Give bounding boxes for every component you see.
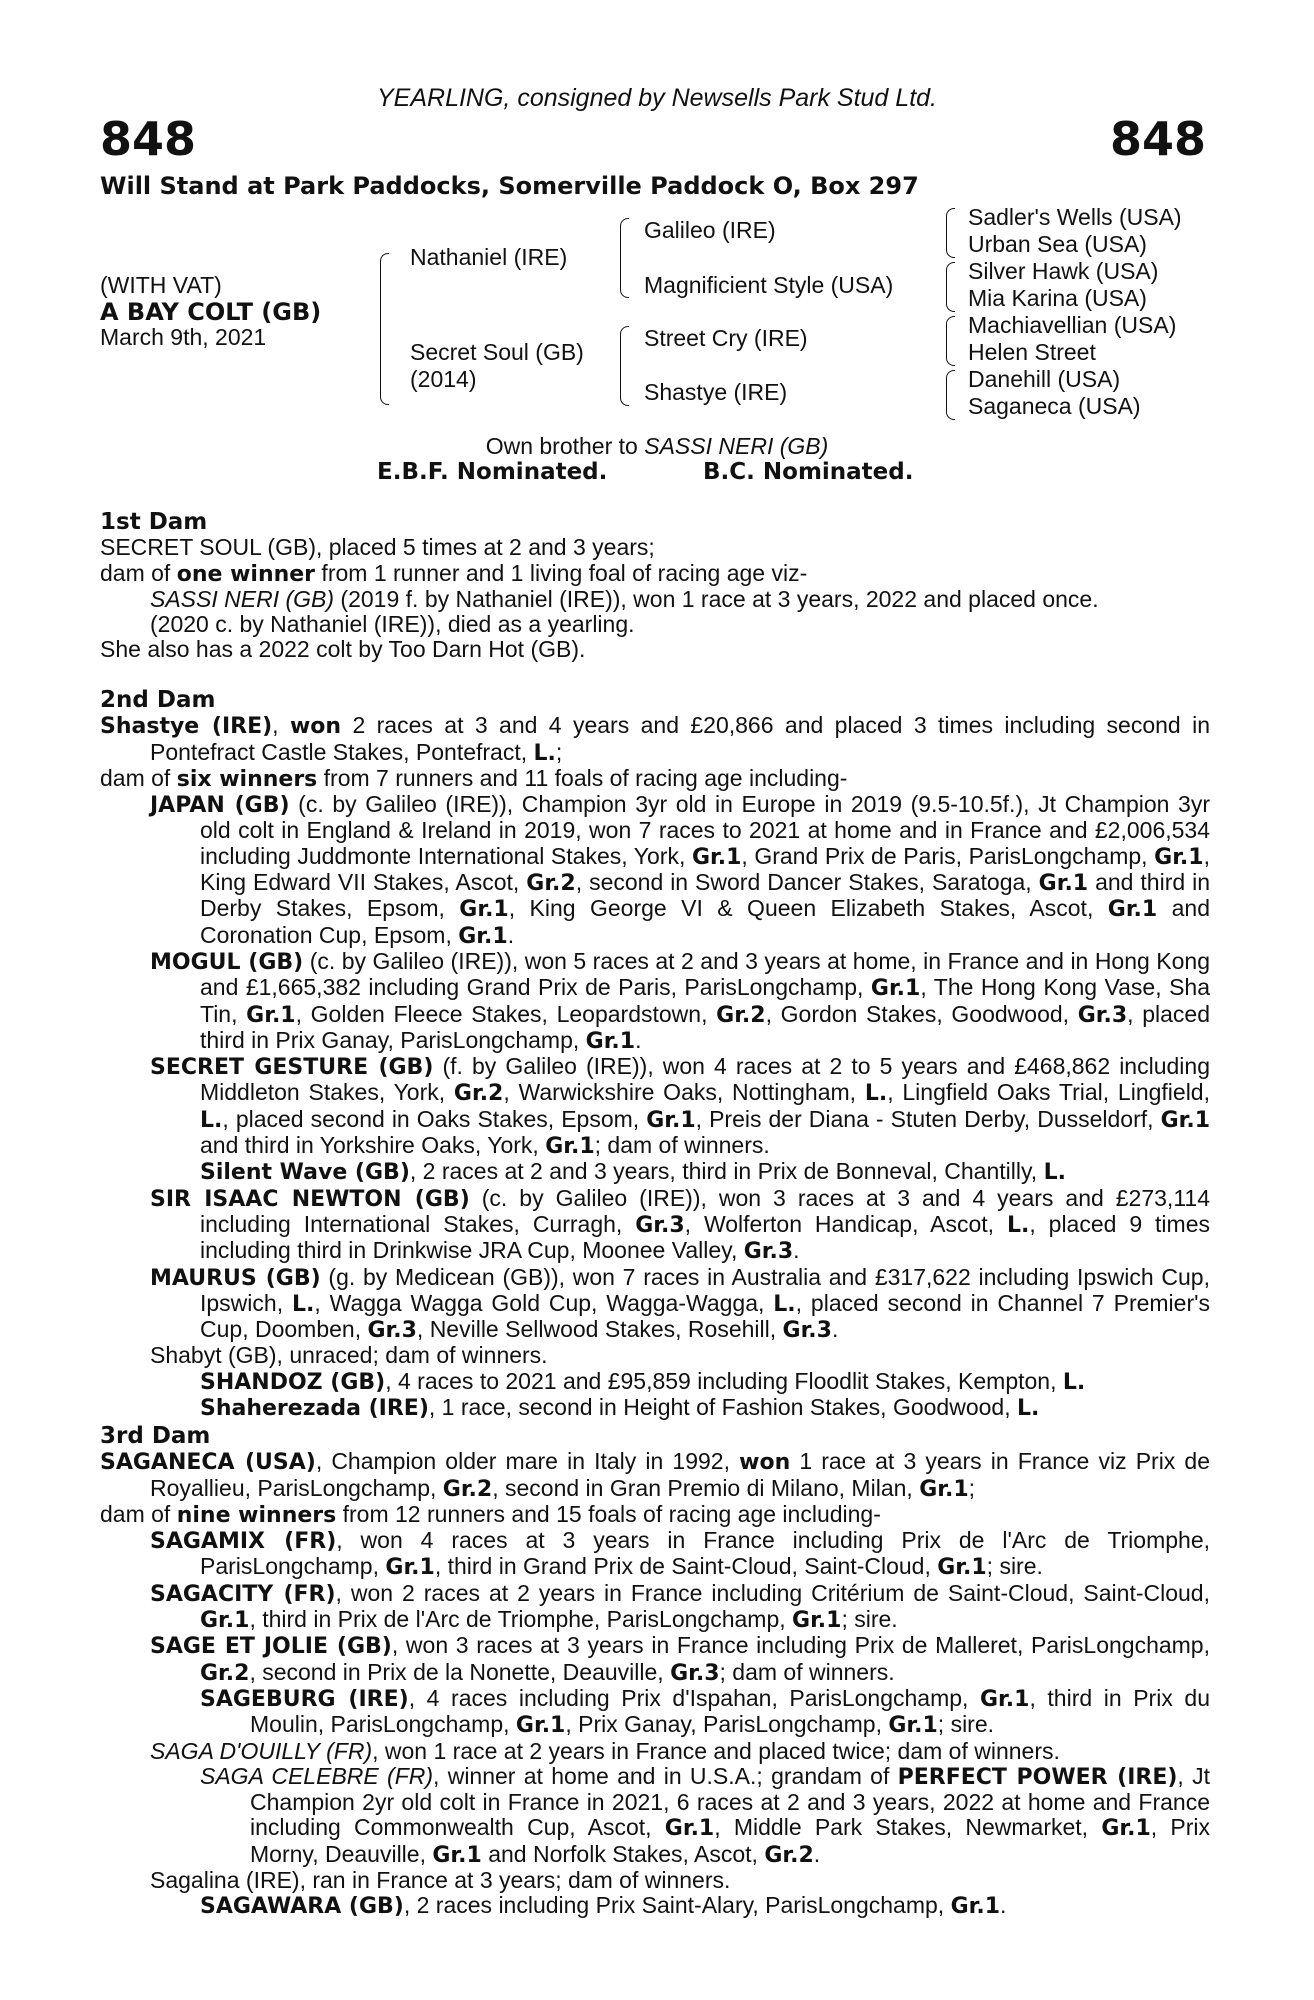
produce-saga-celebre: SAGA CELEBRE (FR), winner at home and in U.S.A.; grandam of PERFECT POWER (IRE), Jt Champion 2yr old colt in France in 2021, 6 races at 2 and 3 years, 2022 at home and France including Commonwealth Cup, Ascot, Gr.1, Middle Park Stakes, Newmarket, Gr.1, Prix Morny, Deauville, Gr.1 and Norfolk Stakes, Ascot, Gr.2. xyxy=(200,1762,1210,1868)
first-dam-note: She also has a 2022 colt by Too Darn Hot (GB). xyxy=(100,636,586,663)
produce-sagawara: SAGAWARA (GB), 2 races including Prix Saint-Alary, ParisLongchamp, Gr.1. xyxy=(200,1892,1007,1920)
produce-maurus: MAURUS (GB) (g. by Medicean (GB)), won 7 races in Australia and £317,622 including Ipswich Cup, Ipswich, L., Wagga Wagga Gold Cup, Wagga-Wagga, L., placed second in Channel 7 Premier's Cup, Doomben, Gr.3, Neville Sellwood Stakes, Rosehill, Gr.3. xyxy=(150,1263,1211,1344)
produce-sagacity: SAGACITY (FR), won 2 races at 2 years in France including Critérium de Saint-Cloud, Saint-Cloud, Gr.1, third in Prix de l'Arc de Triomphe, ParisLongchamp, Gr.1; sire. xyxy=(150,1579,1210,1634)
sire-sire-sire: Sadler's Wells (USA) xyxy=(968,204,1182,230)
produce-sir-isaac-newton: SIR ISAAC NEWTON (GB) (c. by Galileo (IRE)), won 3 races at 3 and 4 years and £273,114 including International Stakes, Curragh, Gr.3, Wolferton Handicap, Ascot, L., placed 9 times including third in Drinkwise JRA Cup, Moonee Valley, Gr.3. xyxy=(150,1184,1210,1265)
second-dam-produce-summary: dam of six winners from 7 runners and 11 foals of racing age including- xyxy=(100,764,848,792)
brace-dd xyxy=(946,370,955,420)
dam-year: (2014) xyxy=(410,366,477,392)
vat-note: (WITH VAT) xyxy=(100,272,222,298)
ebf-nominated: E.B.F. Nominated. xyxy=(377,459,608,485)
sire-sire: Galileo (IRE) xyxy=(644,217,776,243)
third-dam-section xyxy=(100,1424,1210,1920)
brace-main xyxy=(380,253,389,405)
third-dam-heading: 3rd Dam xyxy=(100,1423,211,1449)
produce-shabyt: Shabyt (GB), unraced; dam of winners. xyxy=(150,1342,548,1369)
second-dam-section xyxy=(100,688,1210,1421)
produce-sassi-neri: SASSI NERI (GB) (2019 f. by Nathaniel (IRE)), won 1 race at 3 years, 2022 and placed once. xyxy=(150,585,1099,612)
third-dam-line: SAGANECA (USA), Champion older mare in Italy in 1992, won 1 race at 3 years in France viz Prix de Royallieu, ParisLongchamp, Gr.2, second in Gran Premio di Milano, Milan, Gr.1; xyxy=(100,1448,1211,1502)
produce-mogul: MOGUL (GB) (c. by Galileo (IRE)), won 5 races at 2 and 3 years at home, in France and in Hong Kong and £1,665,382 including Grand Prix de Paris, ParisLongchamp, Gr.1, The Hong Kong Vase, Sha Tin, Gr.1, Golden Fleece Stakes, Leopardstown, Gr.2, Gordon Stakes, Goodwood, Gr.3, placed third in Prix Ganay, ParisLongchamp, Gr.1. xyxy=(150,947,1210,1054)
produce-sage-et-jolie: SAGE ET JOLIE (GB), won 3 races at 3 years in France including Prix de Malleret, ParisLongchamp, Gr.2, second in Prix de la Nonette, Deauville, Gr.3; dam of winners. xyxy=(150,1632,1210,1686)
produce-sagamix: SAGAMIX (FR), won 4 races at 3 years in France including Prix de l'Arc de Triomphe, ParisLongchamp, Gr.1, third in Grand Prix de Saint-Cloud, Saint-Cloud, Gr.1; sire. xyxy=(150,1527,1211,1581)
produce-shandoz: SHANDOZ (GB), 4 races to 2021 and £95,859 including Floodlit Stakes, Kempton, L. xyxy=(200,1367,1086,1395)
sire-dam: Magnificient Style (USA) xyxy=(644,272,894,298)
own-brother-name: SASSI NERI (GB) xyxy=(644,433,829,459)
dam-sire-sire: Machiavellian (USA) xyxy=(968,312,1177,338)
bc-nominated: B.C. Nominated. xyxy=(703,459,914,485)
first-dam-section xyxy=(100,510,1210,663)
produce-secret-gesture: SECRET GESTURE (GB) (f. by Galileo (IRE)), won 4 races at 2 to 5 years and £468,862 including Middleton Stakes, York, Gr.2, Warwickshire Oaks, Nottingham, L., Lingfield Oaks Trial, Lingfield, L., placed second in Oaks Stakes, Epsom, Gr.1, Preis der Diana - Stuten Derby, Dusseldorf, Gr.1 and third in Yorkshire Oaks, York, Gr.1; dam of winners. xyxy=(150,1053,1210,1160)
brace-ds xyxy=(946,316,955,366)
lot-number-left: 848 xyxy=(100,112,197,166)
first-dam-produce-summary: dam of one winner from 1 runner and 1 living foal of racing age viz- xyxy=(100,559,808,587)
dam-sire: Street Cry (IRE) xyxy=(644,325,808,351)
horse-dob: March 9th, 2021 xyxy=(100,324,267,350)
consignor-header: YEARLING, consigned by Newsells Park Stud Ltd. xyxy=(377,84,937,112)
sire-sire-dam: Urban Sea (USA) xyxy=(968,231,1147,257)
own-brother-note xyxy=(0,433,1314,460)
own-brother-prefix: Own brother to xyxy=(485,433,645,459)
dam-dam: Shastye (IRE) xyxy=(644,379,788,405)
brace-sd xyxy=(946,262,955,312)
produce-sagalina: Sagalina (IRE), ran in France at 3 years; dam of winners. xyxy=(150,1867,731,1894)
sire-dam-sire: Silver Hawk (USA) xyxy=(968,258,1159,284)
first-dam-line: SECRET SOUL (GB), placed 5 times at 2 and 3 years; xyxy=(100,534,655,561)
lot-number-right: 848 xyxy=(1109,112,1206,166)
first-dam-heading: 1st Dam xyxy=(100,509,208,535)
third-dam-produce-summary: dam of nine winners from 12 runners and 15 foals of racing age including- xyxy=(100,1500,881,1528)
produce-japan: JAPAN (GB) (c. by Galileo (IRE)), Champion 3yr old in Europe in 2019 (9.5-10.5f.), Jt Champion 3yr old colt in England & Ireland in 2019, won 7 races to 2021 at home and in France and £2,006,534 including Juddmonte International Stakes, York, Gr.1, Grand Prix de Paris, ParisLongchamp, Gr.1, King Edward VII Stakes, Ascot, Gr.2, second in Sword Dancer Stakes, Saratoga, Gr.1 and third in Derby Stakes, Epsom, Gr.1, King George VI & Queen Elizabeth Stakes, Ascot, Gr.1 and Coronation Cup, Epsom, Gr.1. xyxy=(150,791,1211,949)
produce-shaherezada: Shaherezada (IRE), 1 race, second in Height of Fashion Stakes, Goodwood, L. xyxy=(200,1394,1040,1422)
second-dam-heading: 2nd Dam xyxy=(100,687,216,713)
dam-sire-dam: Helen Street xyxy=(968,339,1096,365)
brace-dam xyxy=(620,326,629,406)
produce-sageburg: SAGEBURG (IRE), 4 races including Prix d'Ispahan, ParisLongchamp, Gr.1, third in Prix du Moulin, ParisLongchamp, Gr.1, Prix Ganay, ParisLongchamp, Gr.1; sire. xyxy=(200,1684,1210,1739)
dam-dam-sire: Danehill (USA) xyxy=(968,366,1121,392)
produce-2020-colt: (2020 c. by Nathaniel (IRE)), died as a yearling. xyxy=(150,611,635,638)
sire: Nathaniel (IRE) xyxy=(410,244,568,270)
produce-silent-wave: Silent Wave (GB), 2 races at 2 and 3 years, third in Prix de Bonneval, Chantilly, L. xyxy=(200,1158,1066,1186)
dam: Secret Soul (GB) xyxy=(410,339,584,365)
sire-dam-dam: Mia Karina (USA) xyxy=(968,285,1147,311)
second-dam-line: Shastye (IRE), won 2 races at 3 and 4 years and £20,866 and placed 3 times including second in Pontefract Castle Stakes, Pontefract, L.; xyxy=(100,712,1211,766)
brace-sire xyxy=(620,218,629,298)
brace-ss xyxy=(946,208,955,258)
dam-dam-dam: Saganeca (USA) xyxy=(968,393,1141,419)
produce-saga-douilly: SAGA D'OUILLY (FR), won 1 race at 2 years in France and placed twice; dam of winners. xyxy=(150,1737,1060,1764)
horse-name: A BAY COLT (GB) xyxy=(100,298,322,326)
stable-location: Will Stand at Park Paddocks, Somerville Paddock O, Box 297 xyxy=(100,172,919,200)
